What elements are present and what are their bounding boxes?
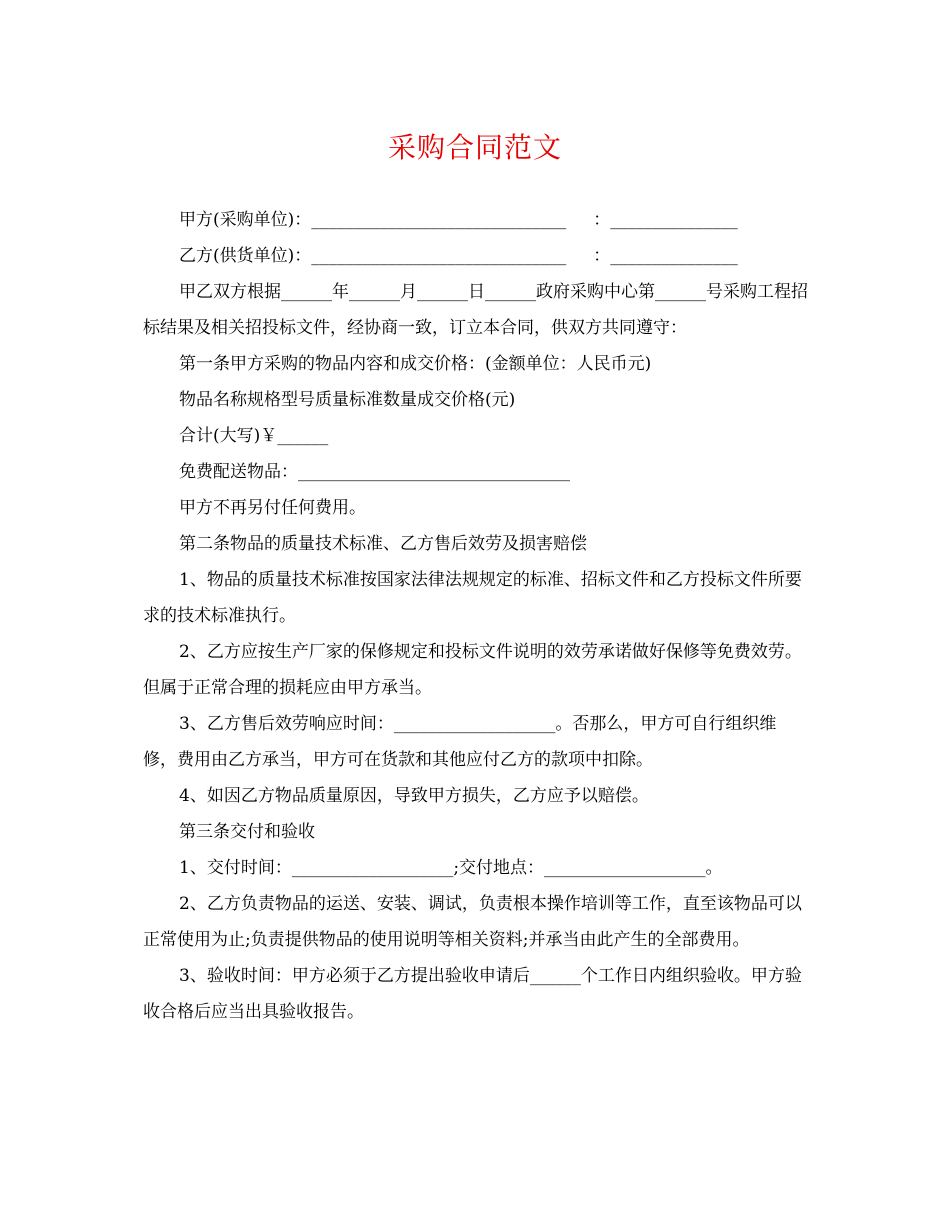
preamble-paragraph: 甲乙双方根据______年______月______日______政府采购中心第______号采购工程招标结果及相关招投标文件，经协商一致，订立本合同，供双方共同遵守： xyxy=(143,282,808,338)
page-title: 采购合同范文 xyxy=(387,131,562,164)
article-3-clause-2: 2、乙方负责物品的运送、安装、调试，负责根本操作培训等工作，直至该物品可以正常使用为止;负责提供物品的使用说明等相关资料;并承当由此产生的全部费用。 xyxy=(143,894,802,950)
article-2-clause-2: 2、乙方应按生产厂家的保修规定和投标文件说明的效劳承诺做好保修等免费效劳。但属于正常合理的损耗应由甲方承当。 xyxy=(143,642,802,698)
no-extra-fee-line: 甲方不再另付任何费用。 xyxy=(179,498,366,518)
article-1-heading: 第一条甲方采购的物品内容和成交价格：(金额单位：人民币元) xyxy=(179,354,652,374)
article-3-clause-1: 1、交付时间：___________________;交付地点：___________________。 xyxy=(179,858,723,878)
article-2-clause-4: 4、如因乙方物品质量原因，导致甲方损失，乙方应予以赔偿。 xyxy=(179,786,649,806)
document-body xyxy=(143,202,808,1030)
article-2-heading: 第二条物品的质量技术标准、乙方售后效劳及损害赔偿 xyxy=(179,534,587,554)
article-2-clause-1: 1、物品的质量技术标准按国家法律法规规定的标准、招标文件和乙方投标文件所要求的技术标准执行。 xyxy=(143,570,802,626)
party-b-line: 乙方(供货单位)：______________________________ ：_______________ xyxy=(179,246,738,266)
item-columns-line: 物品名称规格型号质量标准数量成交价格(元) xyxy=(179,390,516,410)
party-a-line: 甲方(采购单位)：______________________________ ：_______________ xyxy=(179,210,738,230)
article-2-clause-3: 3、乙方售后效劳响应时间：___________________。否那么，甲方可自行组织维修，费用由乙方承当，甲方可在货款和其他应付乙方的款项中扣除。 xyxy=(143,714,777,770)
free-items-line: 免费配送物品：________________________________ xyxy=(179,462,570,482)
article-3-heading: 第三条交付和验收 xyxy=(179,822,315,842)
article-3-clause-3: 3、验收时间：甲方必须于乙方提出验收申请后______个工作日内组织验收。甲方验收合格后应当出具验收报告。 xyxy=(143,966,802,1022)
total-line: 合计(大写)￥______ xyxy=(179,426,329,446)
